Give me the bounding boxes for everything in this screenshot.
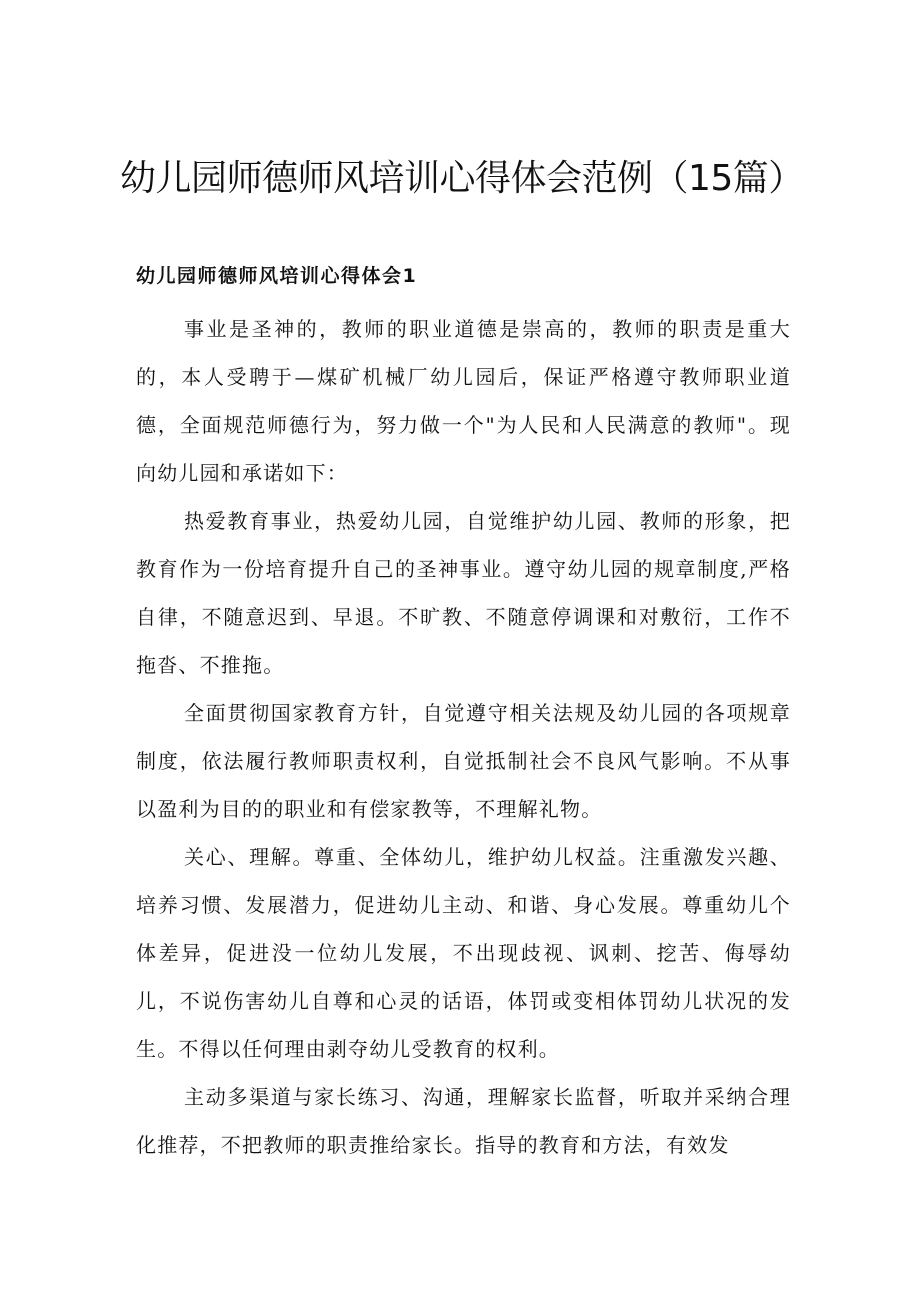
- section-heading: 幼儿园师德师风培训心得体会1: [136, 265, 418, 287]
- paragraph-5: 主动多渠道与家长练习、沟通，理解家长监督，听取并采纳合理化推荐，不把教师的职责推给家长。指导的教育和方法，有效发: [136, 1085, 791, 1157]
- paragraph-1: 事业是圣神的，教师的职业道德是崇高的，教师的职责是重大的，本人受聘于—煤矿机械厂幼儿园后，保证严格遵守教师职业道德，全面规范师德行为，努力做一个"为人民和人民满意的教师"。现向幼儿园和承诺如下：: [136, 317, 791, 485]
- paragraph-4: 关心、理解。尊重、全体幼儿，维护幼儿权益。注重激发兴趣、培养习惯、发展潜力，促进幼儿主动、和谐、身心发展。尊重幼儿个体差异，促进没一位幼儿发展，不出现歧视、讽刺、挖苦、侮辱幼儿，不说伤害幼儿自尊和心灵的话语，体罚或变相体罚幼儿状况的发生。不得以任何理由剥夺幼儿受教育的权利。: [136, 845, 791, 1061]
- paragraph-3: 全面贯彻国家教育方针，自觉遵守相关法规及幼儿园的各项规章制度，依法履行教师职责权利，自觉抵制社会不良风气影响。不从事以盈利为目的的职业和有偿家教等，不理解礼物。: [136, 701, 791, 821]
- document-body: [136, 305, 791, 1169]
- paragraph-2: 热爱教育事业，热爱幼儿园，自觉维护幼儿园、教师的形象，把教育作为一份培育提升自己的圣神事业。遵守幼儿园的规章制度,严格自律，不随意迟到、早退。不旷教、不随意停调课和对敷衍，工作不拖沓、不推拖。: [136, 509, 791, 677]
- document-title: 幼儿园师德师风培训心得体会范例（15篇）: [120, 158, 804, 199]
